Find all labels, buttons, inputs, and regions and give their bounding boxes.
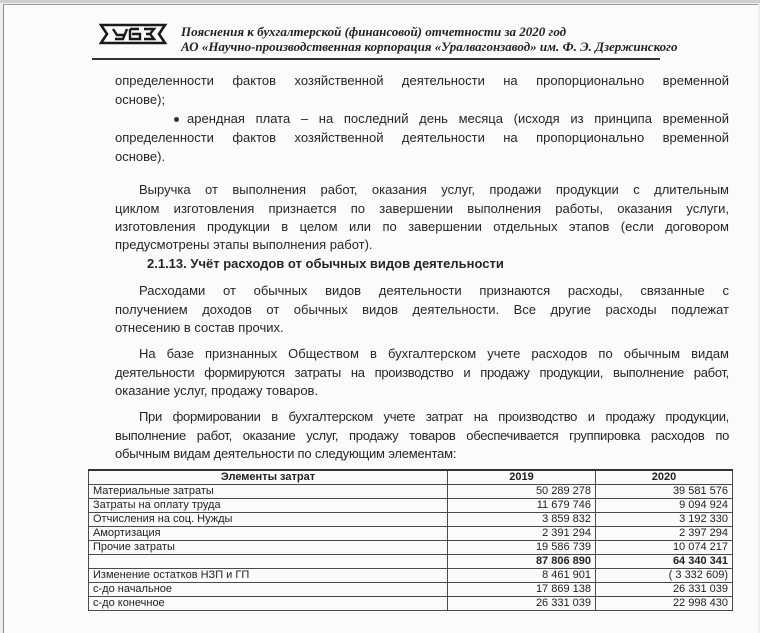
- table-row: [89, 541, 733, 555]
- value-2020: 3 192 330: [596, 513, 733, 527]
- paragraph-line: При формировании в бухгалтерском учете затрат на производство и продажу продукции,: [139, 409, 729, 424]
- paragraph-line: определенности фактов хозяйственной деятельности на пропорционально временной: [115, 130, 729, 145]
- paragraph-line: деятельности формируются затраты на производство и продажу продукции, выполнение работ,: [115, 365, 729, 380]
- column-header-elements: Элементы затрат: [89, 470, 448, 485]
- header-company: АО «Научно-производственная корпорация «Уралвагонзавод» им. Ф. Э. Дзержинского: [181, 39, 678, 54]
- header-rule: [92, 58, 660, 60]
- bullet-icon: [174, 117, 179, 122]
- cost-elements-table: [88, 469, 733, 611]
- value-2019: 26 331 039: [448, 597, 596, 611]
- value-2019: 11 679 746: [448, 499, 596, 513]
- row-label: [89, 555, 448, 569]
- value-2020: 10 074 217: [596, 541, 733, 555]
- table-row: [89, 499, 733, 513]
- column-header-2020: 2020: [596, 470, 733, 485]
- total-2020: 64 340 341: [596, 555, 733, 569]
- paragraph-line: изготовления продукции в целом или по завершении отдельных этапов (если договором: [115, 219, 729, 234]
- paragraph-line: арендная плата – на последний день месяца (исходя из принципа временной: [187, 111, 729, 126]
- value-2019: 3 859 832: [448, 513, 596, 527]
- value-2019: 8 461 901: [448, 569, 596, 583]
- row-label: Отчисления на соц. Нужды: [89, 513, 448, 527]
- row-label: Материальные затраты: [89, 485, 448, 499]
- total-2019: 87 806 890: [448, 555, 596, 569]
- paragraph-line: определенности фактов хозяйственной деятельности на пропорционально временной: [115, 73, 729, 88]
- paragraph-line: отнесению в состав прочих.: [115, 320, 284, 335]
- value-2020: 26 331 039: [596, 583, 733, 597]
- table-row: [89, 527, 733, 541]
- value-2020: 22 998 430: [596, 597, 733, 611]
- row-label: Амортизация: [89, 527, 448, 541]
- value-2019: 50 289 278: [448, 485, 596, 499]
- table-row: [89, 485, 733, 499]
- header-title: Пояснения к бухгалтерской (финансовой) отчетности за 2020 год: [181, 24, 567, 39]
- paragraph-line: оказание услуг, продажу товаров.: [115, 383, 319, 398]
- table-header-row: [89, 470, 733, 485]
- uvz-logo-icon: [99, 22, 169, 46]
- paragraph-line: обычным видам деятельности по следующим элементам:: [115, 446, 457, 461]
- table-row: [89, 513, 733, 527]
- paragraph-line: циклом изготовления признается по завершении выполнения работы, оказания услуги,: [115, 201, 729, 216]
- row-label: с-до конечное: [89, 597, 448, 611]
- bullet-item: [174, 110, 730, 128]
- paragraph-line: Расходами от обычных видов деятельности признаются расходы, связанные с: [139, 283, 729, 298]
- paragraph-line: получением доходов от обычных видов деятельности. Все другие расходы подлежат: [115, 302, 729, 317]
- table-row: [89, 597, 733, 611]
- row-label: с-до начальное: [89, 583, 448, 597]
- top-border: [0, 0, 760, 3]
- table-row: [89, 583, 733, 597]
- paragraph-line: выполнение работ, оказание услуг, продажу товаров обеспечивается группировка расходов по: [115, 428, 729, 443]
- paragraph-line: основе).: [115, 149, 166, 164]
- column-header-2019: 2019: [448, 470, 596, 485]
- value-2020: ( 3 332 609): [596, 569, 733, 583]
- value-2020: 2 397 294: [596, 527, 733, 541]
- table-row: [89, 569, 733, 583]
- paragraph-line: Выручка от выполнения работ, оказания услуг, продажи продукции с длительным: [139, 182, 729, 197]
- row-label: Прочие затраты: [89, 541, 448, 555]
- document-header: [181, 24, 677, 54]
- value-2019: 17 869 138: [448, 583, 596, 597]
- value-2019: 19 586 739: [448, 541, 596, 555]
- section-heading: 2.1.13. Учёт расходов от обычных видов деятельности: [147, 256, 504, 271]
- paragraph-line: основе);: [115, 92, 166, 107]
- row-label: Затраты на оплату труда: [89, 499, 448, 513]
- row-label: Изменение остатков НЗП и ГП: [89, 569, 448, 583]
- value-2020: 39 581 576: [596, 485, 733, 499]
- paragraph-line: На базе признанных Обществом в бухгалтерском учете расходов по обычным видам: [139, 346, 729, 361]
- value-2020: 9 094 924: [596, 499, 733, 513]
- value-2019: 2 391 294: [448, 527, 596, 541]
- table-total-row: [89, 555, 733, 569]
- paragraph-line: предусмотрены этапы выполнения работ).: [115, 237, 373, 252]
